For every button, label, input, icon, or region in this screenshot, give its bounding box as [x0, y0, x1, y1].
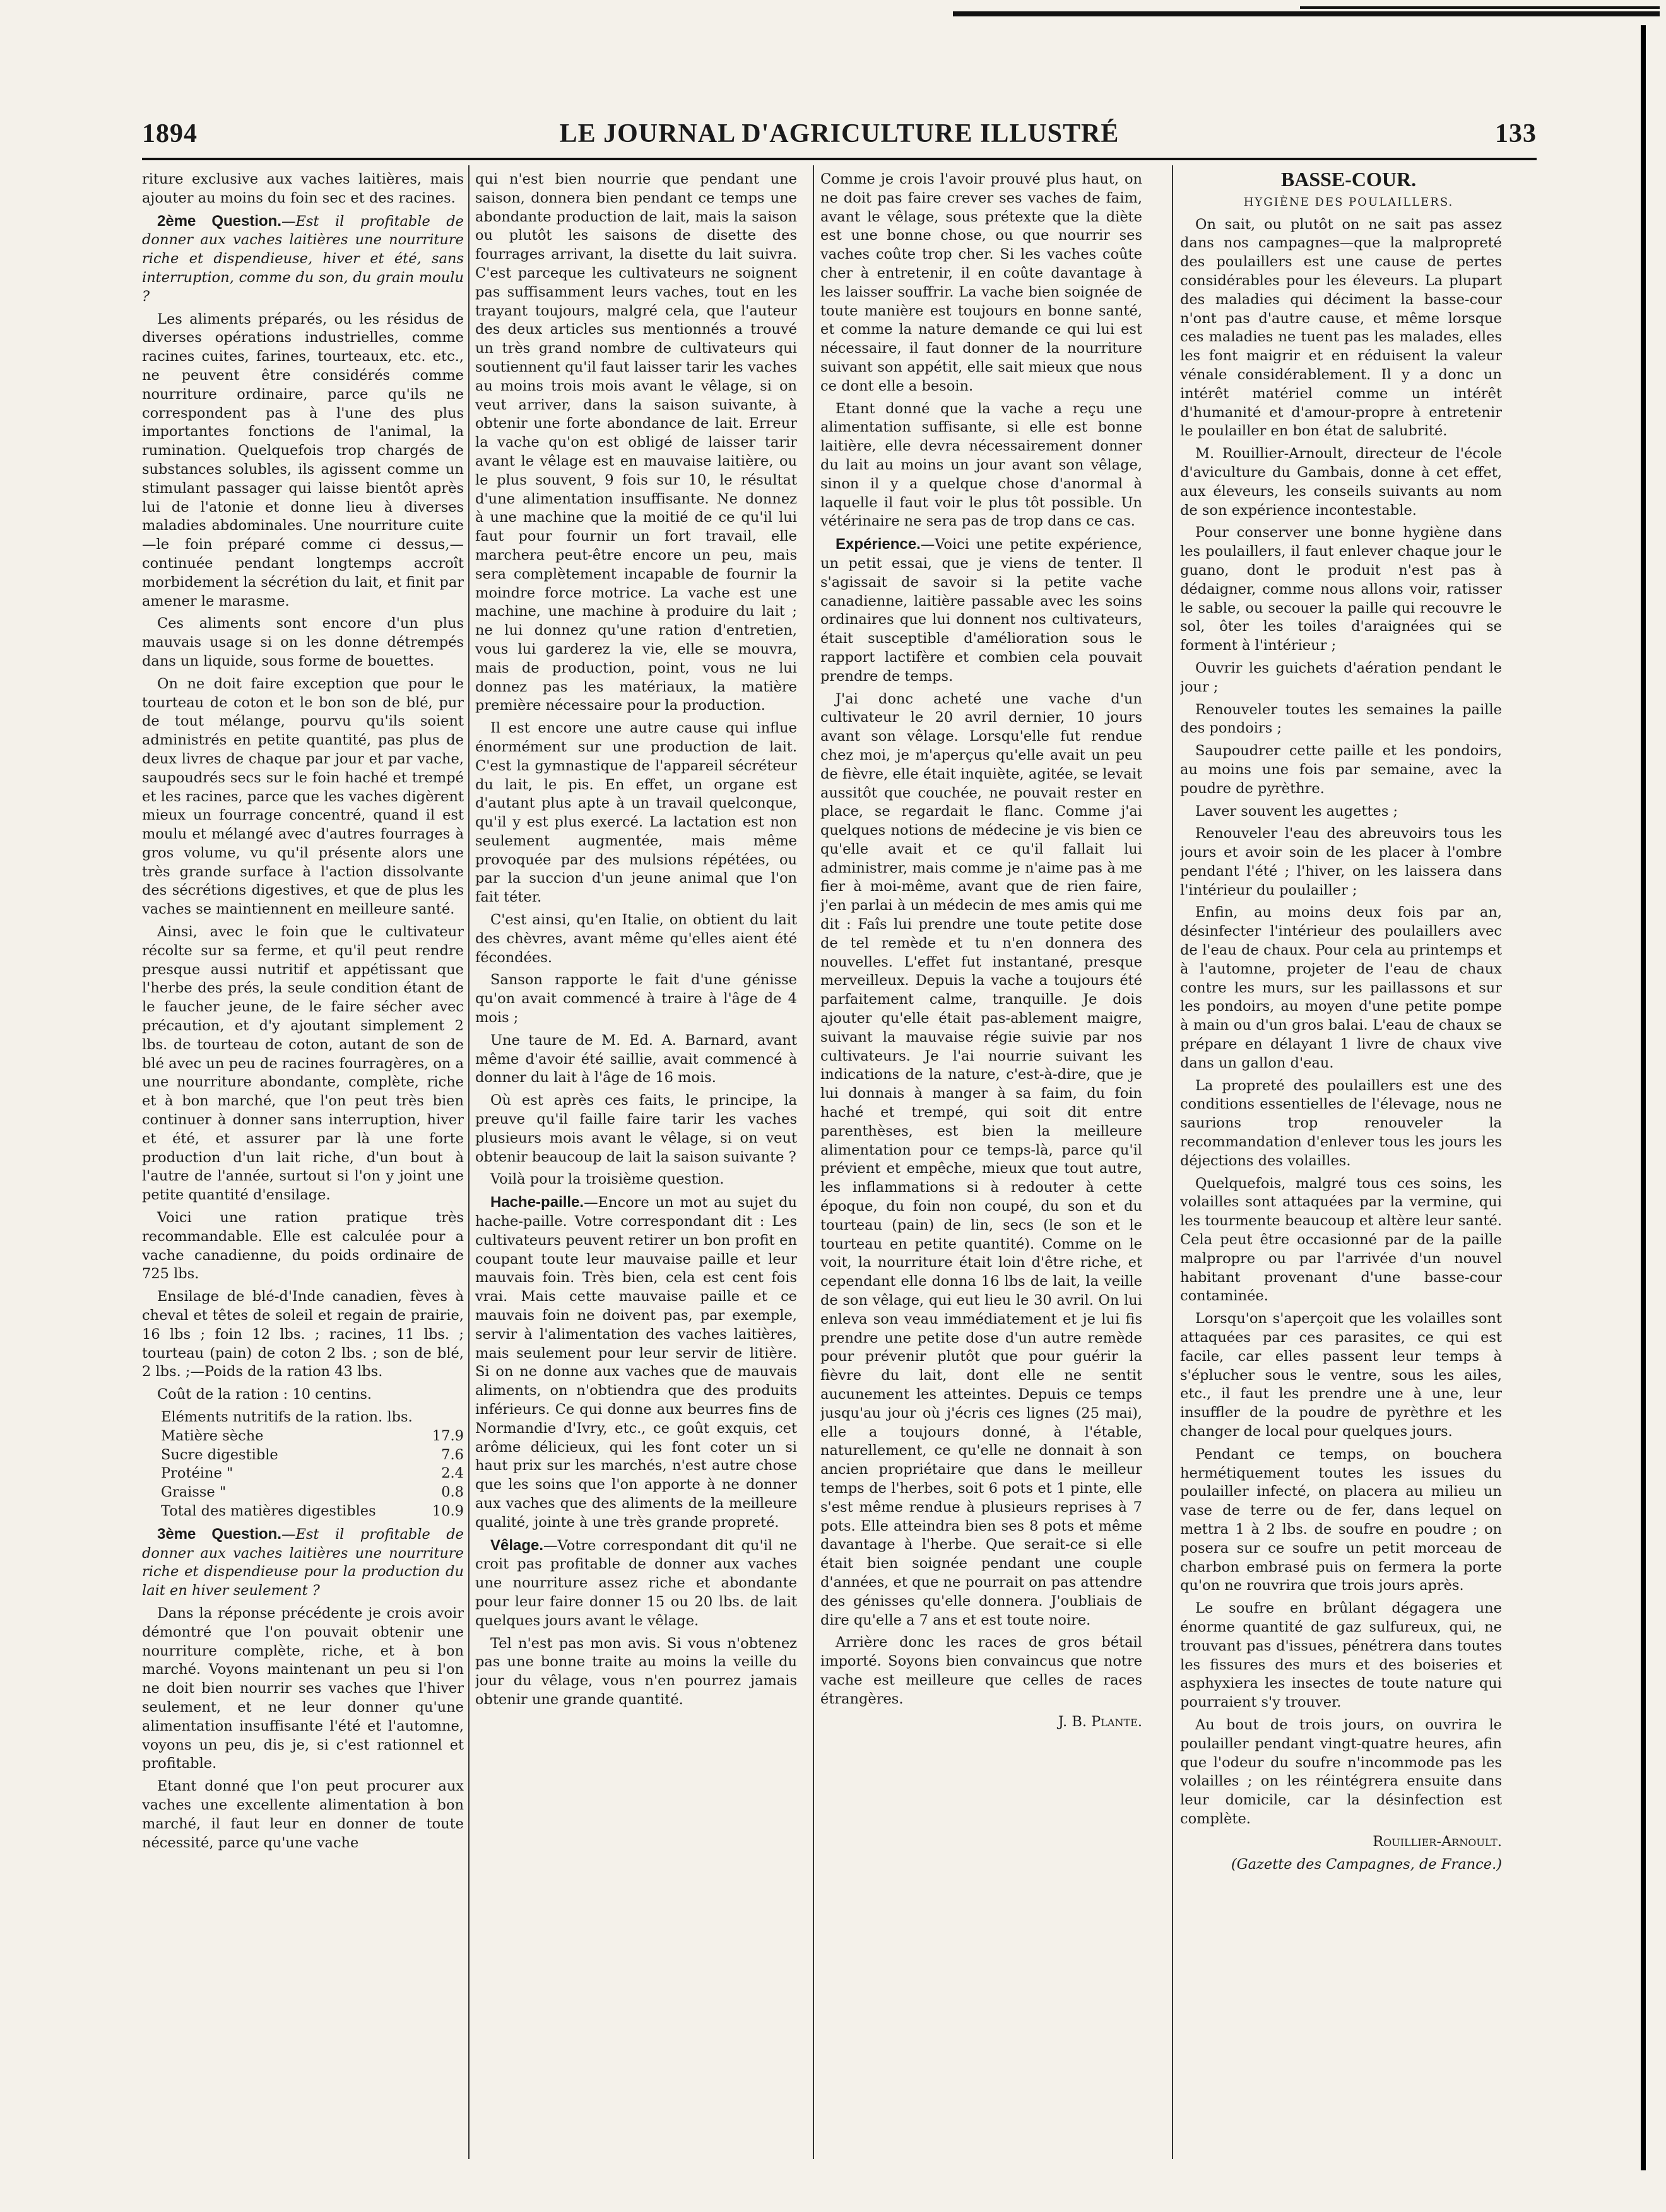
paragraph: Les aliments préparés, ou les résidus de diverses opérations industrielles, comme racines cuites, farines, tourteaux, etc. etc., ne peuvent être considérés comme nourriture ordinaire, parce qu'ils ne correspondent pas à l'une des plus importantes fonctions de l'animal, la rumination. Quelquefois trop chargés de substances solubles, ils agissent comme un stimulant passager qui laisse bientôt après lui de l'atonie et donne lieu à diverses maladies abdominales. Une nourriture cuite—le foin préparé comme ci dessus,—continuée pendant longtemps accroît morbidement la sécrétion du lait, et finit par amener le marasme.	[142, 310, 464, 609]
paragraph: Ainsi, avec le foin que le cultivateur récolte sur sa ferme, et qu'il peut rendre presque aussi nutritif et appétissant que l'herbe des prés, la seule condition étant de le faucher jeune, de le faire sécher avec précaution, et d'y ajoutant simplement 2 lbs. de tourteau de coton, autant de son de blé avec un peu de racines fourragères, on a une nourriture abondante, complète, riche et à bon marché, que l'on peut très bien continuer à donner sans interruption, hiver et été, et assurer par là une forte production d'un lait riche, d'un bout à l'autre de l'année, surtout si l'on y joint une petite quantité d'ensilage.	[142, 924, 464, 1204]
column-divider	[468, 165, 470, 2159]
column-divider	[813, 165, 814, 2159]
question-paragraph	[142, 212, 464, 307]
paragraph: Saupoudrer cette paille et les pondoirs, au moins une fois par semaine, avec la poudre de pyrèthre.	[1180, 743, 1502, 797]
section-paragraph	[475, 1536, 797, 1631]
paragraph: Le soufre en brûlant dégagera une énorme quantité de gaz sulfureux, qui, ne trouvant pas d'issues, pénétrera dans toutes les fissures des murs et des boiseries et asphyxiera les insectes de toute nature qui pourraient s'y trouver.	[1180, 1600, 1502, 1711]
paragraph: Tel n'est pas mon avis. Si vous n'obtenez pas une bonne traite au moins la veille du jour du vêlage, vous n'en pourrez jamais obtenir une grande quantité.	[475, 1635, 797, 1708]
row-label: Protéine "	[161, 1465, 233, 1482]
column-divider	[1172, 165, 1173, 2159]
paragraph: Au bout de trois jours, on ouvrira le poulailler pendant vingt-quatre heures, afin que l'odeur du soufre n'incommode pas les volailles ; on les réintégrera ensuite dans leur domicile, car la désinfection est complète.	[1180, 1716, 1502, 1827]
paragraph: Pour conserver une bonne hygiène dans les poulaillers, il faut enlever chaque jour le guano, dont le produit n'est pas à dédaigner, comme nous allons voir, ratisser le sable, ou secouer la paille qui recouvre le sol, ôter les toiles d'araignées qui se forment à l'intérieur ;	[1180, 524, 1502, 654]
column-1	[142, 170, 464, 2177]
section-text: —Votre correspondant dit qu'il ne croit pas profitable de donner aux vaches une nourriture assez riche et abondante pour leur faire donner 15 ou 20 lbs. de lait quelques jours avant le vêlage.	[475, 1537, 797, 1629]
row-label: Matière sèche	[161, 1427, 264, 1444]
page-number: 133	[1495, 119, 1537, 148]
question-text: —Est il profitable de donner aux vaches laitières une nourriture riche et dispendieuse pour la production du lait en hiver seulement ?	[142, 1526, 464, 1599]
table-header-label: Eléments nutritifs de la ration. lbs.	[161, 1409, 413, 1425]
paragraph: Quelquefois, malgré tous ces soins, les volailles sont attaquées par la vermine, qui les tourmente beaucoup et altère leur santé. Cela peut être occasionné par de la paille malpropre ou par l'arrivée d'un nouvel habitant provenant d'une basse-cour contaminée.	[1180, 1175, 1502, 1305]
top-decoration-bar	[953, 11, 1660, 16]
row-label: Total des matières digestibles	[161, 1502, 376, 1519]
paragraph: Renouveler toutes les semaines la paille des pondoirs ;	[1180, 701, 1502, 737]
page-header	[142, 119, 1537, 150]
paragraph: Il est encore une autre cause qui influe énormément sur une production de lait. C'est la gymnastique de l'appareil sécréteur du lait, le pis. En effet, un organe est d'autant plus apte à un travail quelconque, qu'il y est plus exercé. La lactation est non seulement augmentée, mais même provoquée par des mulsions répétées, ou par la succion d'un jeune animal que l'on fait téter.	[475, 720, 797, 906]
question-heading: 3ème Question.	[157, 1525, 281, 1543]
paragraph: Etant donné que l'on peut procurer aux vaches une excellente alimentation à bon marché, il faut leur en donner de toute nécessité, parce qu'une vache	[142, 1778, 464, 1851]
row-label: Sucre digestible	[161, 1446, 278, 1463]
row-label: Graisse "	[161, 1484, 227, 1501]
top-decoration-bar-short	[1300, 6, 1660, 9]
table-header	[161, 1408, 464, 1427]
column-4	[1180, 170, 1502, 2177]
paragraph: Laver souvent les augettes ;	[1195, 803, 1398, 820]
section-text: —Voici une petite expérience, un petit essai, que je viens de tenter. Il s'agissait de savoir si la petite vache canadienne, laitière passable avec les soins ordinaires que lui donnent nos cultivateurs, était susceptible d'amélioration sous le rapport lactifère et combien cela pouvait prendre de temps.	[820, 536, 1142, 685]
section-subtitle: HYGIÈNE DES POULAILLERS.	[1243, 195, 1454, 209]
paragraph: Etant donné que la vache a reçu une alimentation suffisante, si elle est bonne laitière, elle devra nécessairement donner du lait au moins un jour avant son vêlage, sinon il y a quelque chose d'anormal à laquelle il faut voir le plus tôt possible. Un vétérinaire ne sera pas de trop dans ce cas.	[820, 400, 1142, 530]
header-rule	[142, 158, 1537, 160]
paragraph: Enfin, au moins deux fois par an, désinfecter l'intérieur des poulaillers avec de l'eau de chaux. Pour cela au printemps et à l'automne, projeter de l'eau de chaux contre les murs, sur les paillassons et sur les pondoirs, au moyen d'une petite pompe à main ou d'un gros balai. L'eau de chaux se prépare en délayant 1 livre de chaux vive dans un gallon d'eau.	[1180, 904, 1502, 1071]
paragraph: On ne doit faire exception que pour le tourteau de coton et le bon son de blé, pur de tout mélange, pourvu qu'ils soient administrés en petite quantité, pas plus de deux livres de chaque par jour et par vache, saupoudrés secs sur le foin haché et trempé et les racines, parce que les vaches digèrent mieux un fourrage concentré, quand il est moulu et mélangé avec d'autres fourrages à gros volume, vu qu'il présente alors une très grande surface à l'action dissolvante des sécrétions digestives, et que de plus les vaches se maintiennent en meilleure santé.	[142, 675, 464, 918]
paragraph: Où est après ces faits, le principe, la preuve qu'il faille faire tarir les vaches plusieurs mois avant le vêlage, si on veut obtenir beaucoup de lait la saison suivante ?	[475, 1092, 797, 1165]
table-row	[161, 1427, 464, 1446]
paragraph: Dans la réponse précédente je crois avoir démontré que l'on pouvait obtenir une nourriture complète, riche, et à bon marché. Voyons maintenant un peu si l'on ne doit bien nourrir ses vaches que l'hiver seulement, et ne leur donner qu'une alimentation insuffisante l'été et l'automne, voyons un peu, dis je, si c'est rationnel et profitable.	[142, 1604, 464, 1772]
column-2	[475, 170, 797, 2177]
table-row	[161, 1464, 464, 1483]
paragraph: Voilà pour la troisième question.	[490, 1171, 724, 1188]
nutrient-table	[161, 1408, 464, 1521]
section-heading: Expérience.	[836, 536, 921, 553]
paragraph: Sanson rapporte le fait d'une génisse qu'on avait commencé à traire à l'âge de 4 mois ;	[475, 972, 797, 1027]
paragraph: J'ai donc acheté une vache d'un cultivateur le 20 avril dernier, 10 jours avant son vêlage. Lorsqu'elle fut rendue chez moi, je m'aperçus qu'elle avait un peu de fièvre, elle était inquiète, agitée, se levait aussitôt que couchée, ne pouvait rester en place, se regardait le flanc. Comme j'ai quelques notions de médecine je vis bien ce qu'elle avait et ce qu'il fallait lui administrer, mais comme je n'aime pas à me fier à moi-même, avant que de rien faire, j'en parlai à un médecin de mes amis qui me dit : Faîs lui prendre une toute petite dose de tel remède et tu n'en donnera des nouvelles. L'effet fut instantané, presque merveilleux. Depuis la vache a toujours été parfaitement calme, tranquille. Je dois ajouter qu'elle était pas-ablement maigre, suivant la mauvaise régie suivie par nos cultivateurs. Je l'ai nourrie suivant les indications de la nature, c'est-à-dire, que je lui donnais à manger à sa faim, du foin haché et trempé, qui soit dit entre parenthèses, est bien la meilleure alimentation pour ce temps-là, parce qu'il prévient et empêche, mieux que tout autre, les inflammations si à redouter à cette époque, du foin non coupé, du son et du tourteau (pain) de lin, secs (le son et le tourteau en petite quantité). Comme on le voit, la nourriture était loin d'être riche, et cependant elle donna 16 lbs de lait, la veille de son vêlage, qui eut lieu le 30 avril. On lui enleva son veau immédiatement et je lui fis prendre une petite dose d'un autre remède pour prévenir plutôt que pour guérir la fièvre du lait, dont elle ne sentit aucunement les atteintes. Depuis ce temps jusqu'au jour où j'écris ces lignes (25 mai), elle a toujours donné, à l'étable, naturellement, ce qu'elle ne donnait à son ancien propriétaire que dans le meilleur temps de l'herbes, soit 6 pots et 1 pinte, elle s'est même rendue à plusieurs reprises à 7 pots. Elle atteindra bien ses 8 pots et même davantage à l'herbe. Que serait-ce si elle était bien soignée pendant une couple d'années, et que ne pourrait on pas attendre des génisses qu'elle donnera. J'oubliais de dire qu'elle a 7 ans et est toute noire.	[820, 690, 1142, 1628]
paragraph: Ouvrir les guichets d'aération pendant le jour ;	[1180, 659, 1502, 695]
paragraph: C'est ainsi, qu'en Italie, on obtient du lait des chèvres, avant même qu'elles aient été fécondées.	[475, 912, 797, 966]
paragraph: Renouveler l'eau des abreuvoirs tous les jours et avoir soin de les placer à l'ombre pendant l'été ; l'hiver, on les laissera dans l'intérieur du poulailler ;	[1180, 825, 1502, 898]
paragraph: Ces aliments sont encore d'un plus mauvais usage si on les donne détrempés dans un liquide, sous forme de bouettes.	[142, 615, 464, 669]
paragraph: riture exclusive aux vaches laitières, mais ajouter au moins du foin sec et des racines.	[142, 171, 464, 206]
paragraph: Comme je crois l'avoir prouvé plus haut, on ne doit pas faire crever ses vaches de faim, avant le vêlage, sous prétexte que la diète est une bonne chose, ou que nourrir ses vaches coûte trop cher. Si les vaches coûte cher à entretenir, il en coûte davantage à les laisser souffrir. La vache bien soignée de toute manière est toujours en bonne santé, et comme la nature demande ce qui lui est nécessaire, il faut donner de la nourriture suivant son appétit, elle sait mieux que nous ce dont elle a besoin.	[820, 171, 1142, 394]
paragraph: Une taure de M. Ed. A. Barnard, avant même d'avoir été saillie, avait commencé à donner du lait à l'âge de 16 mois.	[475, 1032, 797, 1086]
row-value: 7.6	[441, 1446, 464, 1463]
header-year: 1894	[142, 119, 198, 148]
question-text: —Est il profitable de donner aux vaches laitières une nourriture riche et dispendieuse, hiver et été, sans interruption, comme du son, du grain moulu ?	[142, 213, 464, 305]
row-value: 17.9	[432, 1427, 464, 1444]
section-heading: Hache-paille.	[490, 1194, 584, 1211]
journal-title: LE JOURNAL D'AGRICULTURE ILLUSTRÉ	[559, 119, 1120, 148]
paragraph: Lorsqu'on s'aperçoit que les volailles sont attaquées par ces parasites, ce qui est facile, car elles passent leur temps à s'éplucher sous le ventre, sous les ailes, etc., il faut les prendre une à une, leur insuffler de la poudre de pyrèthre et les changer de local pour quelques jours.	[1180, 1310, 1502, 1440]
paragraph: La propreté des poulaillers est une des conditions essentielles de l'élevage, nous ne saurions trop renouveler la recommandation d'enlever tous les jours les déjections des volailles.	[1180, 1077, 1502, 1169]
paragraph: M. Rouillier-Arnoult, directeur de l'école d'aviculture du Gambais, donne à cet effet, aux éleveurs, les conseils suivants au nom de son expérience incontestable.	[1180, 445, 1502, 519]
paragraph: Coût de la ration : 10 centins.	[157, 1386, 372, 1403]
table-row	[161, 1502, 464, 1521]
section-text: —Encore un mot au sujet du hache-paille. Votre correspondant dit : Les cultivateurs peuvent retirer un bon profit en coupant toute leur mauvaise paille et leur mauvais foin. Très bien, cela est cent fois vrai. Mais cette mauvaise paille et ce mauvais foin ne doivent pas, par exemple, servir à l'alimentation des vaches laitières, mais seulement pour leur servir de litière. Si on ne donne aux vaches que de mauvais aliments, on n'obtiendra que des produits inférieurs. Ce qui donne aux beurres fins de Normandie d'Ivry, etc., ce goût exquis, cet arôme délicieux, qui les font coter un si haut prix sur les marchés, n'est autre chose que les soins que l'on apporte à ne donner aux vaches que des aliments de la meilleure qualité, jointe à une très grande propreté.	[475, 1194, 797, 1531]
table-row	[161, 1446, 464, 1465]
table-row	[161, 1483, 464, 1502]
section-paragraph	[475, 1193, 797, 1532]
section-heading: Vêlage.	[490, 1536, 544, 1554]
question-paragraph	[142, 1525, 464, 1601]
paragraph: On sait, ou plutôt on ne sait pas assez dans nos campagnes—que la malpropreté des poulaillers est une cause de pertes considérables pour les éleveurs. La plupart des maladies qui déciment la basse-cour n'ont pas d'autre cause, et même lorsque ces maladies ne tuent pas les malades, elles les font maigrir et en réduisent la valeur vénale considérablement. Il y a donc un intérêt matériel comme un intérêt d'humanité et d'amour-propre à entretenir le poulailler en bon état de salubrité.	[1180, 216, 1502, 440]
section-title: BASSE-COUR.	[1280, 170, 1417, 191]
row-value: 0.8	[441, 1484, 464, 1501]
paragraph: qui n'est bien nourrie que pendant une saison, donnera bien pendant ce temps une abondante production de lait, mais la saison ou plutôt les saisons de disette des fourrages arrivant, la disette du lait suivra. C'est parceque les cultivateurs ne soignent pas suffisamment leurs vaches, tout en les trayant toujours, malgré cela, que l'auteur des deux articles sus mentionnés a trouvé un très grand nombre de cultivateurs qui soutiennent qu'il faut laisser tarir les vaches au moins trois mois avant le vêlage, si on veut arriver, dans la saison suivante, à obtenir une forte abondance de lait. Erreur la vache qu'on est obligé de laisser tarir avant le vêlage est en mauvaise laitière, ou le plus souvent, 9 fois sur 10, le résultat d'une alimentation insuffisante. Ne donnez à une machine que la moitié de ce qu'il lui faut pour fournir un fort travail, elle marchera peut-être encore un peu, mais sera complètement incapable de fournir la moindre force motrice. La vache est une machine, une machine à produire du lait ; ne lui donnez qu'une ration d'entretien, vous lui garderez la vie, elle se mouvra, mais de production, point, vous ne lui donnez pas les matériaux, la matière première nécessaire pour la production.	[475, 171, 797, 714]
row-value: 2.4	[441, 1465, 464, 1482]
paragraph: Ensilage de blé-d'Inde canadien, fèves à cheval et têtes de soleil et regain de prairie, 16 lbs ; foin 12 lbs. ; racines, 11 lbs. ; tourteau (pain) de coton 2 lbs. ; son de blé, 2 lbs. ;—Poids de la ration 43 lbs.	[142, 1288, 464, 1380]
paragraph: Arrière donc les races de gros bétail importé. Soyons bien convaincus que notre vache est meilleure que celles de races étrangères.	[820, 1634, 1142, 1707]
column-3	[820, 170, 1142, 2177]
author-signature: Rouillier-Arnoult.	[1373, 1833, 1502, 1850]
author-signature: J. B. Plante.	[1058, 1713, 1142, 1730]
source-citation: (Gazette des Campagnes, de France.)	[1231, 1856, 1502, 1873]
row-value: 10.9	[432, 1502, 464, 1519]
paragraph: Pendant ce temps, on bouchera hermétiquement toutes les issues du poulailler infecté, on placera au milieu un vase de terre ou de fer, dans lequel on mettra 1 à 2 lbs. de soufre en poudre ; on posera sur ce soufre un petit morceau de charbon embrasé puis on fermera la porte qu'on ne rouvrira que trois jours après.	[1180, 1445, 1502, 1594]
page-right-edge	[1641, 25, 1646, 2170]
section-paragraph	[820, 535, 1142, 686]
question-heading: 2ème Question.	[157, 212, 281, 230]
paragraph: Voici une ration pratique très recommandable. Elle est calculée pour a vache canadienne, du poids ordinaire de 725 lbs.	[142, 1209, 464, 1283]
